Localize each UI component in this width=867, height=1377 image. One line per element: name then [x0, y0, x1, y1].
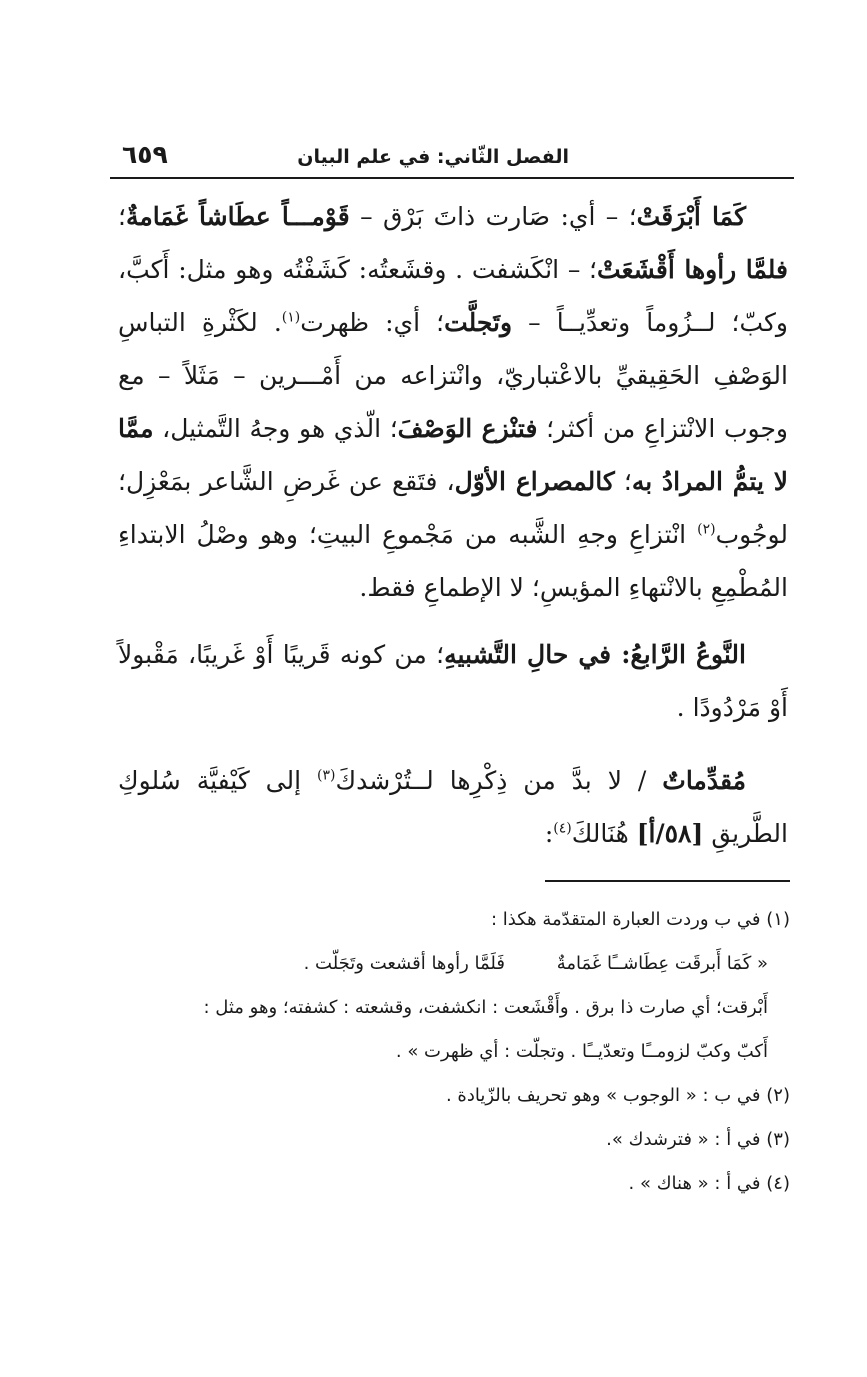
- text-run: ؛ – أي: صَارت ذاتَ بَرْق –: [349, 202, 637, 231]
- paragraph-2: [118, 628, 788, 734]
- running-header: [110, 140, 794, 176]
- verse-first-hemistich: « كَمَا أَبرقَت عِطَاشــًا غَمَامةٌ: [556, 953, 768, 974]
- text-run: ، فتَقع عن غَرضِ الشَّاعر بمَعْزِل؛ لوجُوب: [118, 467, 788, 549]
- verse-second-hemistich: فَلَمَّا رأوها أقشعت وتَجَلّت .: [303, 953, 505, 974]
- bold-phrase: مُقدِّماتٌ: [662, 766, 746, 795]
- chapter-title: الفصل الثّاني: في علم البيان: [297, 146, 569, 168]
- bold-phrase: وتَجلَّت: [444, 308, 513, 337]
- footnote-1-label: (١): [766, 909, 790, 930]
- footnote-3: [110, 1118, 790, 1162]
- bold-phrase: كالمصراع الأوّل: [454, 467, 615, 496]
- text-run: ؛: [118, 202, 126, 231]
- manuscript-folio-ref: [٥٨/أ]: [636, 819, 704, 848]
- bold-phrase: النَّوعُ الرَّابعُ: في حالِ التَّشبيهِ: [444, 640, 746, 669]
- footnote-4-text: في أ : « هناك » .: [628, 1173, 761, 1194]
- bold-phrase: كَمَا أَبْرَقَتْ: [636, 202, 746, 231]
- footnote-1-line-4: أَكبّ وكبّ لزومــًا وتعدّيــًا . وتجلّت : أي ظهرت » .: [395, 1041, 768, 1062]
- footnote-1-intro: في ب وردت العبارة المتقدّمة هكذا :: [490, 909, 761, 930]
- footnote-1: [110, 898, 790, 942]
- text-run: إلى كَيْفيَّة سُلوكِ الطَّريقِ: [118, 766, 788, 848]
- footnote-1-line-3: أَبْرقت؛ أي صارت ذا برق . وأَقْشَعت : انكشفت، وقشعته : كشفته؛ وهو مثل :: [203, 997, 768, 1018]
- footnote-marker: (٢): [697, 521, 716, 538]
- text-run: ؛: [614, 467, 632, 496]
- bold-phrase: فلمَّا رأوها أَقْشَعَتْ: [597, 255, 789, 284]
- text-run: انْتزاعِ وجهِ الشَّبه من مَجْموعِ البيتِ؛ وهو وصْلُ الابتداءِ المُطْمِعِ بالانْتهاءِ المؤيسِ؛ لا الإطماعِ فقط.: [118, 520, 788, 602]
- footnote-2: [110, 1074, 790, 1118]
- footnote-2-text: في ب : « الوجوب » وهو تحريف بالزّيادة .: [445, 1085, 761, 1106]
- bold-phrase: ممَّا لا يتمُّ المرادُ به: [118, 414, 789, 496]
- main-text: [118, 190, 788, 860]
- bold-phrase: فتنْزع الوَصْفَ: [397, 414, 538, 443]
- footnote-rule: [545, 880, 790, 882]
- footnote-3-label: (٣): [766, 1129, 790, 1150]
- header-rule: [110, 177, 794, 179]
- footnote-3-text: في أ : « فترشدك ».: [606, 1129, 761, 1150]
- footnote-1-verse: [110, 942, 790, 986]
- text-run: هُنَالكَ: [571, 819, 637, 848]
- text-run: :: [544, 819, 554, 848]
- footnotes: [110, 898, 790, 1206]
- text-run: ؛ أي: ظهرت: [300, 308, 445, 337]
- footnote-4-label: (٤): [766, 1173, 790, 1194]
- paragraph-1: [118, 190, 788, 614]
- text-run: ؛ من كونه قَريبًا أَوْ غَريبًا، مَقْبولاً أَوْ مَرْدُودًا .: [118, 640, 788, 722]
- text-run: . لكَثْرةِ التباسِ الوَصْفِ الحَقِيقيِّ بالاعْتباريّ، وانْتزاعه من أَمْـــرين – مَثَلاً – مع وجوب الانْتزاعِ من أكثر؛: [118, 308, 788, 443]
- footnote-4: [110, 1162, 790, 1206]
- text-run: ؛ الّذي هو وجهُ التَّمثيل،: [153, 414, 398, 443]
- footnote-2-label: (٢): [766, 1085, 790, 1106]
- footnote-marker: (٤): [553, 820, 572, 837]
- paragraph-3: [118, 754, 788, 860]
- footnote-marker: (١): [281, 309, 301, 326]
- page-number: ٦٥٩: [122, 140, 168, 169]
- text-run: / لا بدَّ من ذِكْرِها لــتُرْشدكَ: [335, 766, 663, 795]
- footnote-marker: (٣): [317, 767, 336, 784]
- bold-phrase: قَوْمـــاً عطَاشاً غَمَامةٌ: [125, 202, 350, 231]
- text-run: ؛ – انْكَشفت . وقشَعتُه: كَشَفْتُه وهو مثل: أَكبَّ، وكبّ؛ لــزُوماً وتعدِّيــاً –: [118, 255, 788, 337]
